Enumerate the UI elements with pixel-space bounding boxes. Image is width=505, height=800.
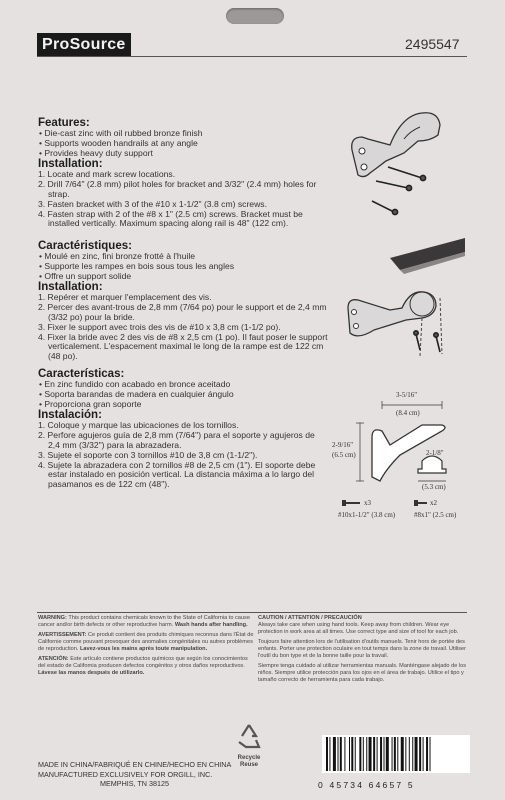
feature-item: • Proporciona gran soporte xyxy=(39,400,328,410)
brand-logo: ProSource xyxy=(37,33,131,56)
barcode-bar xyxy=(397,737,398,771)
warning-fr: AVERTISSEMENT: Ce produit contient des produits chimiques reconnus dans l'État de Californie comme pouvant provoquer des anomalies congénitales ou autres problèmes de reproduction. Lavez-vous les mains après toute manipulation. xyxy=(38,632,254,652)
barcode-bar xyxy=(333,737,336,771)
english-section xyxy=(38,117,328,229)
features-title-es: Características: xyxy=(38,368,125,380)
made-in-text: MADE IN CHINA/FABRIQUÉ EN CHINE/HECHO EN CHINA xyxy=(38,760,232,769)
barcode-bar xyxy=(426,737,428,771)
height-label: 2-9/16" xyxy=(332,441,354,449)
strap-label: 2-1/8" xyxy=(426,449,444,457)
caution-fr: Toujours faire attention lors de l'utilisation d'outils manuels. Tenir hors de portée des enfants. Porter une protection oculaire en tout temps dans la zone de travail. Utiliser l'outil du bon type et de la bonne taille pour la travail. xyxy=(258,639,467,659)
features-list-en xyxy=(38,129,328,158)
barcode-bar xyxy=(344,737,345,771)
barcode-bar xyxy=(384,737,385,771)
screw-8-icon xyxy=(414,500,427,506)
warning-block xyxy=(38,615,256,677)
feature-item: • Provides heavy duty support xyxy=(39,149,328,159)
barcode-bar xyxy=(363,737,364,771)
install-step: 4. Sujete la abrazadera con 2 tornillos #8 de 2,5 cm (1"). El soporte debe estar instalado en posición vertical. La distancia máxima a lo largo del pasamanos es de 122 cm (48"). xyxy=(38,459,316,490)
strap-metric: (5.3 cm) xyxy=(422,483,446,491)
reuse-label: Reuse xyxy=(239,762,258,768)
install-step: 2. Perfore agujeros guía de 2,8 mm (7/64") para el soporte y agujeros de 2,4 mm (3/32") para la abrazadera. xyxy=(38,430,315,450)
features-list-es xyxy=(38,380,328,409)
install-title-fr: Installation: xyxy=(38,281,103,294)
recycle-icon xyxy=(234,722,264,750)
feature-item: • Supporte les rampes en bois sous tous les angles xyxy=(39,262,328,272)
upc-barcode xyxy=(322,735,470,773)
barcode-bar xyxy=(340,737,342,771)
recycle-logo xyxy=(224,722,274,769)
warning-en: WARNING: This product contains chemicals known to the State of California to cause cancer and/or birth defects or other reproductive harm. Wash hands after handling. xyxy=(38,615,250,628)
install-step: 2. Drill 7/64" (2.8 mm) pilot holes for bracket and 3/32" (2.4 mm) holes for strap. xyxy=(38,179,317,199)
barcode-bar xyxy=(412,737,413,771)
barcode-bar xyxy=(326,737,328,771)
width-metric: (8.4 cm) xyxy=(396,409,420,417)
install-steps-fr xyxy=(38,293,328,362)
barcode-bar xyxy=(392,737,393,771)
barcode-bar xyxy=(349,737,350,771)
barcode-bar xyxy=(423,737,424,771)
barcode-bar xyxy=(405,737,406,771)
feature-item: • Moulé en zinc, fini bronze frotté à l'huile xyxy=(39,252,328,262)
install-title-es: Instalación: xyxy=(38,409,102,422)
barcode-bar xyxy=(369,737,372,771)
barcode-bar xyxy=(401,737,404,771)
barcode-bar xyxy=(415,737,418,771)
barcode-bar xyxy=(419,737,421,771)
header-divider xyxy=(37,56,467,57)
height-metric: (6.5 cm) xyxy=(332,451,356,459)
install-step: 3. Sujete el soporte con 3 tornillos #10 de 3,8 cm (1-1/2"). xyxy=(38,449,258,460)
features-title-fr: Caractéristiques: xyxy=(38,240,132,252)
feature-item: • Supports wooden handrails at any angle xyxy=(39,139,328,149)
install-step: 1. Coloque y marque las ubicaciones de los tornillos. xyxy=(38,420,239,431)
barcode-bar xyxy=(359,737,361,771)
install-step: 4. Fixer la bride avec 2 des vis de #8 x 2,5 cm (1 po). Il faut poser le support verticalement. L'espacement maximal le long de la rampe est de 122 cm (48 po). xyxy=(38,331,328,362)
install-step: 4. Fasten strap with 2 of the #8 x 1" (2.5 cm) screws. Bracket must be installed vertically. Maximum spacing along rail is 48" (122 cm). xyxy=(38,208,303,229)
barcode-bar xyxy=(355,737,356,771)
french-section xyxy=(38,240,328,362)
screw-10-count: x3 xyxy=(364,499,371,507)
barcode-bar xyxy=(338,737,339,771)
screw-10-label: #10x1-1/2" (3.8 cm) xyxy=(338,511,396,519)
barcode-digits: 0 45734 64657 5 xyxy=(318,780,415,790)
screw-8-label: #8x1" (2.5 cm) xyxy=(414,511,457,519)
bracket-screws-illustration xyxy=(330,105,465,220)
barcode-bar xyxy=(329,737,330,771)
footer-text xyxy=(38,760,231,789)
barcode-bar xyxy=(366,737,367,771)
warning-es: ATENCIÓN: Este artículo contiene productos químicos que según los conocimientos del estado de California producen defectos congénitos y otros daños reproductivos. Lávese las manos después de utilizarlo. xyxy=(38,656,248,676)
caution-block xyxy=(258,615,468,684)
installed-bracket-illustration xyxy=(330,238,465,363)
city-text: MEMPHIS, TN 38125 xyxy=(100,779,169,788)
caution-es: Siempre tenga cuidado al utilizar herramientas manuals. Manténgase alejado de los niños. Siempre utilice protección para los ojos en el área de trabajo. Utilice el tipo y tamaño correcto de herramienta para cada trabajo. xyxy=(258,663,467,683)
barcode-bar xyxy=(380,737,382,771)
recycle-label: Recycle xyxy=(237,755,261,761)
dimension-diagram xyxy=(330,385,470,525)
barcode-bar xyxy=(386,737,389,771)
install-steps-en xyxy=(38,170,328,229)
barcode-bar xyxy=(377,737,378,771)
barcode-bar xyxy=(351,737,353,771)
width-label: 3-5/16" xyxy=(396,391,418,399)
features-list-fr xyxy=(38,252,328,281)
caution-title: CAUTION / ATTENTION / PRECAUCIÓN xyxy=(258,615,362,621)
install-title-en: Installation: xyxy=(38,158,103,171)
feature-item: • Die-cast zinc with oil rubbed bronze finish xyxy=(39,129,328,139)
install-step: 3. Fixer le support avec trois des vis de #10 x 3,8 cm (1-1/2 po). xyxy=(38,321,281,332)
screw-8-count: x2 xyxy=(430,499,437,507)
screw-10-icon xyxy=(342,500,360,506)
install-step: 1. Repérer et marquer l'emplacement des vis. xyxy=(38,292,212,303)
feature-item: • En zinc fundido con acabado en bronce aceitado xyxy=(39,380,328,390)
barcode-bar xyxy=(430,737,431,771)
feature-item: • Offre un support solide xyxy=(39,272,328,282)
install-steps-es xyxy=(38,421,328,490)
caution-en: Always take care when using hand tools. Keep away from children. Wear eye protection in work area at all times. Use correct type and size of tool for each job. xyxy=(258,622,459,635)
barcode-bar xyxy=(394,737,396,771)
install-step: 2. Percer des avant-trous de 2,8 mm (7/64 po) pour le support et de 2,4 mm (3/32 po) pour la bride. xyxy=(38,302,327,322)
barcode-bar xyxy=(409,737,410,771)
warnings-divider xyxy=(37,612,467,613)
feature-item: • Soporta barandas de madera en cualquier ángulo xyxy=(39,390,328,400)
barcode-bar xyxy=(373,737,375,771)
spanish-section xyxy=(38,368,328,490)
manufactured-text: MANUFACTURED EXCLUSIVELY FOR ORGILL, INC. xyxy=(38,769,213,779)
install-step: 3. Fasten bracket with 3 of the #10 x 1-1/2" (3.8 cm) screws. xyxy=(38,198,267,209)
features-title-en: Features: xyxy=(38,117,90,129)
hang-hole xyxy=(226,8,284,24)
sku-number: 2495547 xyxy=(405,36,460,52)
install-step: 1. Locate and mark screw locations. xyxy=(38,169,176,180)
